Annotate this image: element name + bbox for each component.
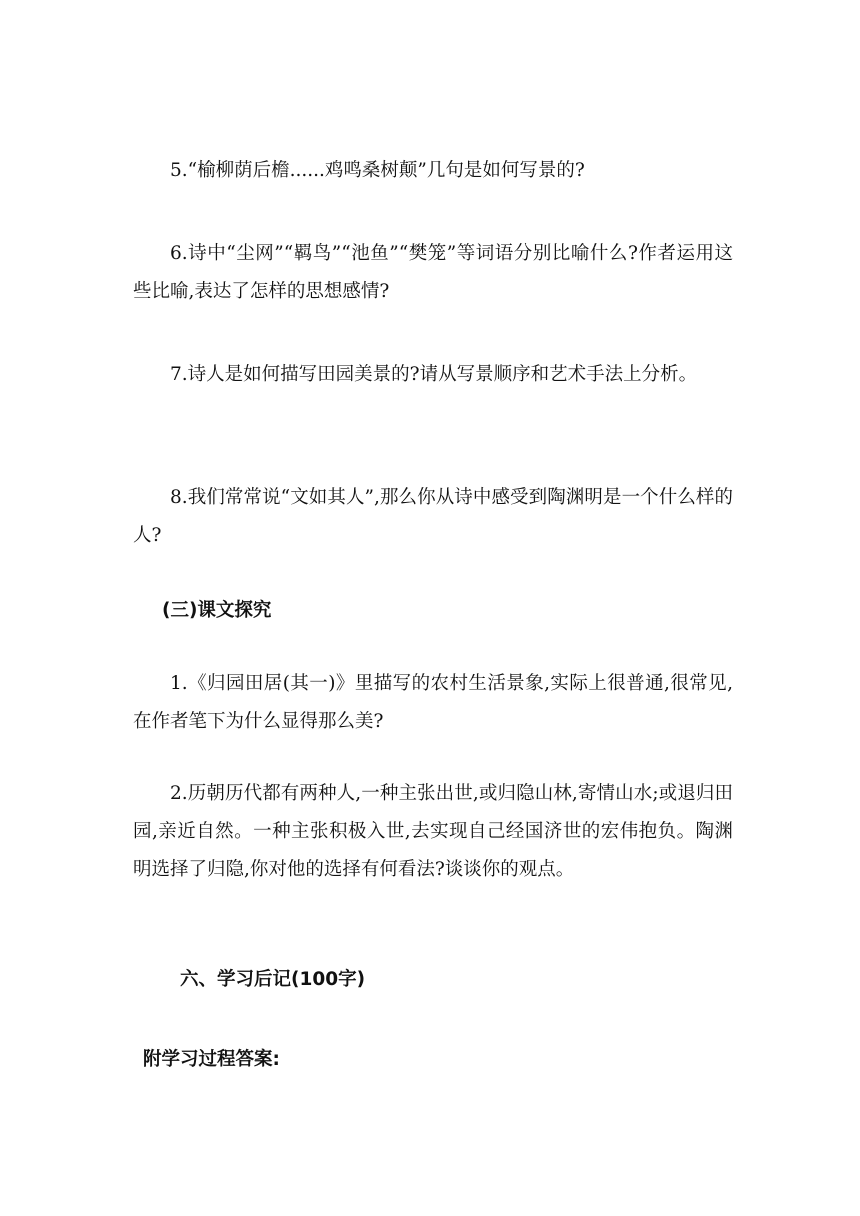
question-6 [133,235,733,311]
appendix-title: 附学习过程答案: [143,1049,280,1070]
exploration-question-2 [133,775,733,889]
question-6-text: 6.诗中“尘网”“羁鸟”“池鱼”“樊笼”等词语分别比喻什么?作者运用这些比喻,表达了怎样的思想感情? [133,243,733,302]
exploration-question-1-text: 1.《归园田居(其一)》里描写的农村生活景象,实际上很普通,很常见,在作者笔下为什么显得那么美? [133,673,733,732]
section-three-title: (三)课文探究 [162,600,272,621]
exploration-question-2-text: 2.历朝历代都有两种人,一种主张出世,或归隐山林,寄情山水;或退归田园,亲近自然。一种主张积极入世,去实现自己经国济世的宏伟抱负。陶渊明选择了归隐,你对他的选择有何看法?谈谈你的观点。 [133,783,733,880]
exploration-question-1 [133,665,733,741]
section-six-title: 六、学习后记(100字) [180,969,366,990]
question-8 [133,479,733,555]
question-7 [133,356,733,394]
question-8-text: 8.我们常常说“文如其人”,那么你从诗中感受到陶渊明是一个什么样的人? [133,487,733,546]
question-7-text: 7.诗人是如何描写田园美景的?请从写景顺序和艺术手法上分析。 [170,364,698,385]
question-5 [133,152,733,190]
question-5-text: 5.“榆柳荫后檐......鸡鸣桑树颠”几句是如何写景的? [170,160,585,181]
